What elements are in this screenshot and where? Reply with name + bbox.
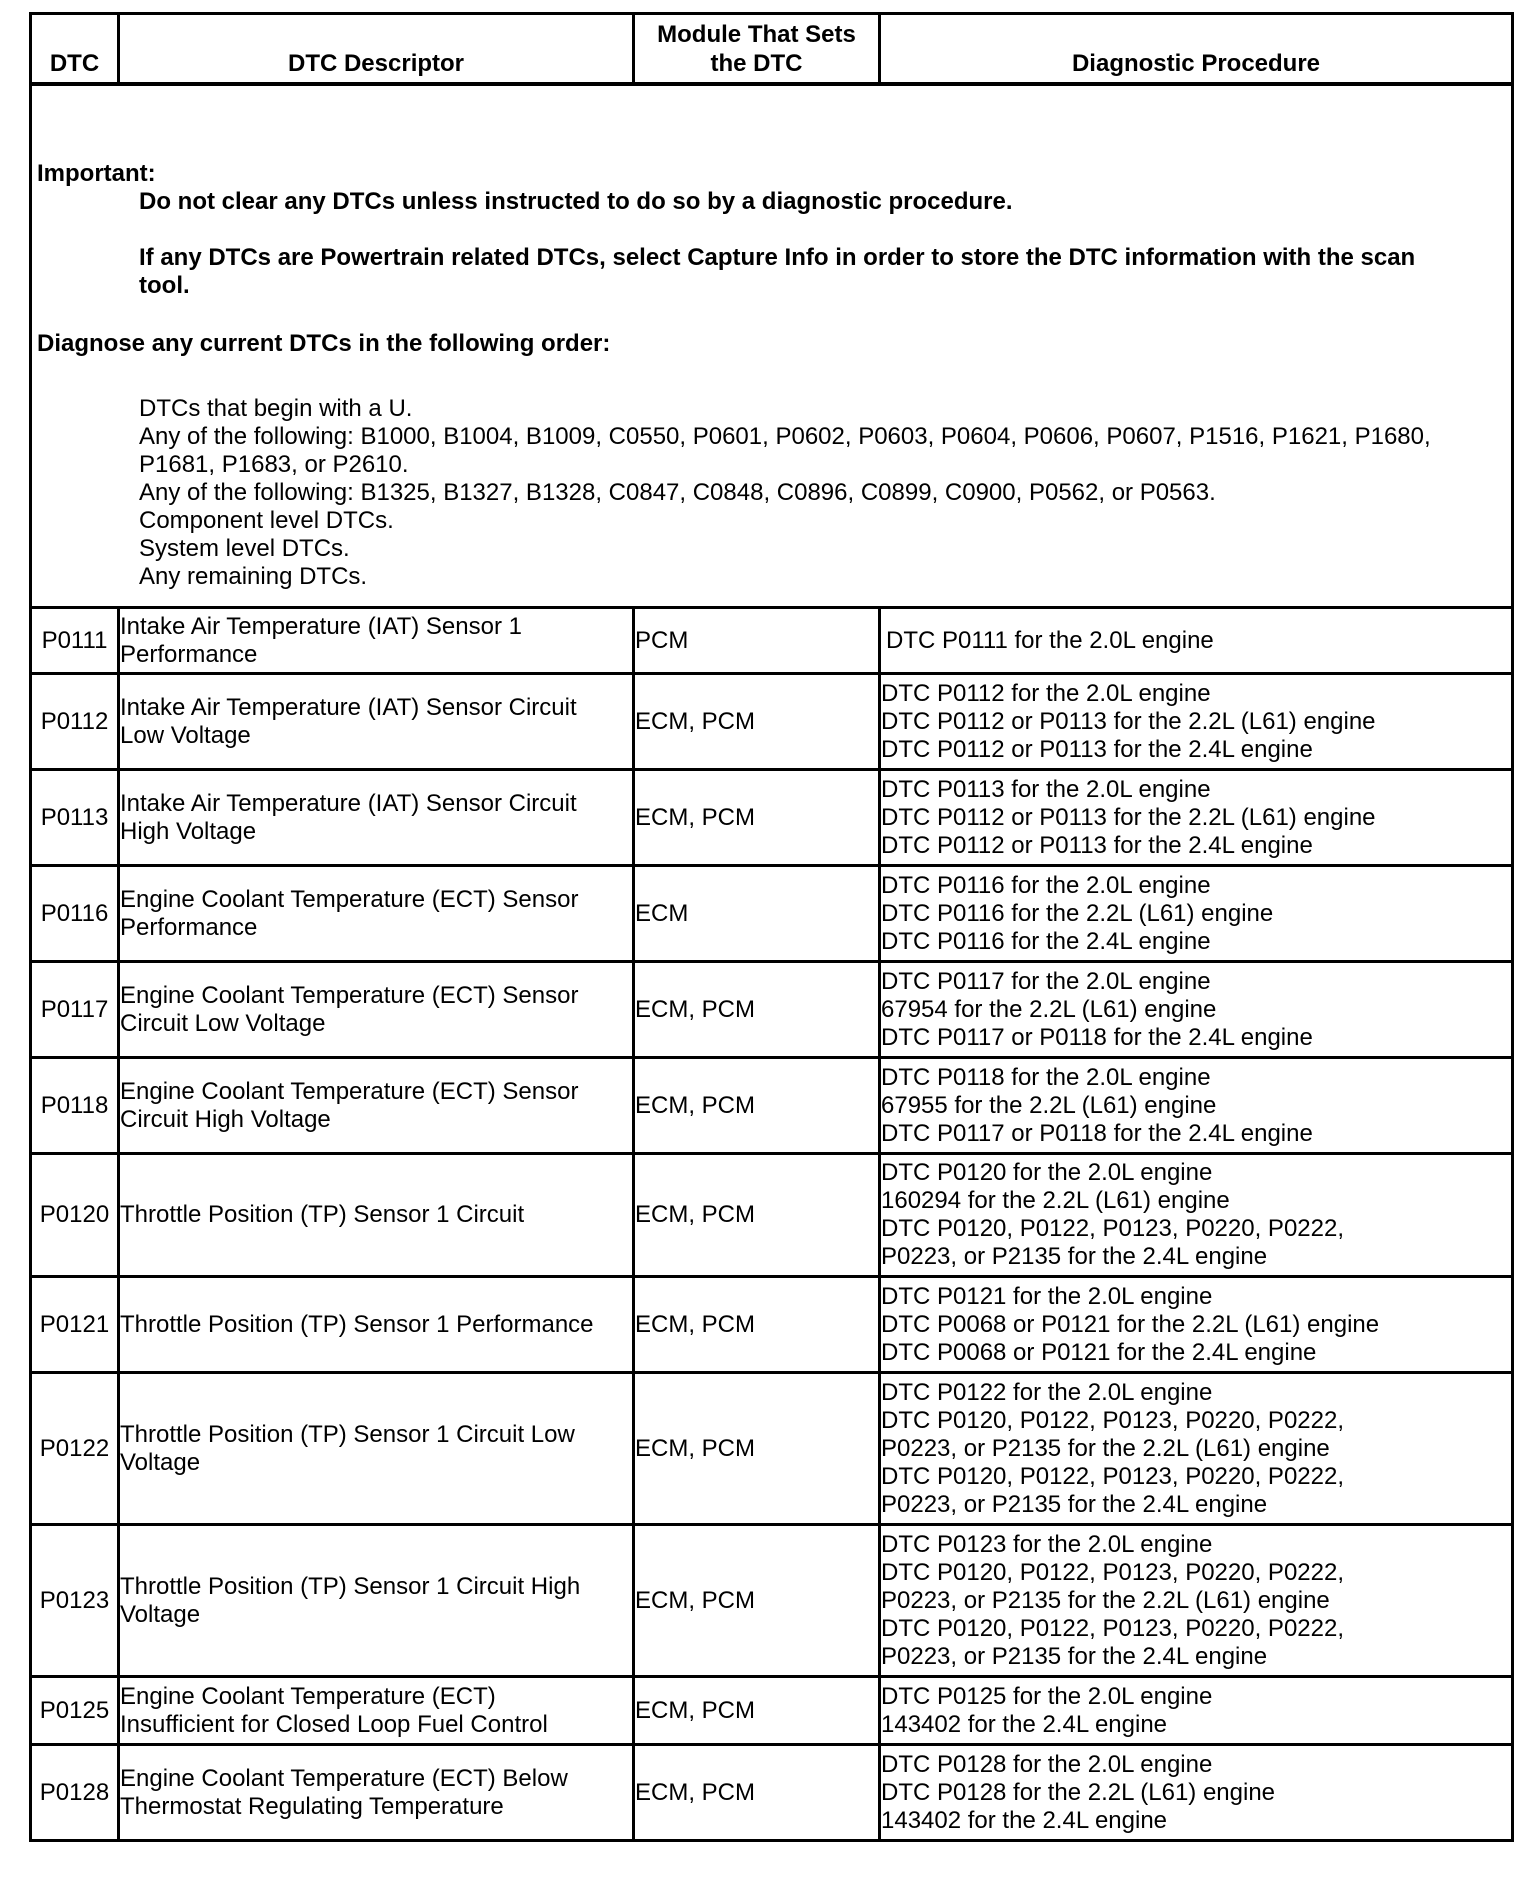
procedure-link[interactable]: DTC P0128 for the 2.0L engine (881, 1750, 1213, 1778)
descriptor-line: Throttle Position (TP) Sensor 1 Performance (120, 1310, 594, 1338)
header-module-line2: the DTC (710, 50, 803, 77)
descriptor-line: Voltage (120, 1600, 201, 1628)
dtc-code: P0120 (31, 1154, 119, 1277)
table-row (31, 608, 1513, 674)
header-procedure: Diagnostic Procedure (880, 14, 1513, 85)
procedure-link[interactable]: DTC P0120, P0122, P0123, P0220, P0222, (881, 1462, 1344, 1490)
dtc-table (29, 12, 1514, 1842)
setting-module: ECM, PCM (634, 1277, 880, 1373)
setting-module: ECM, PCM (634, 1058, 880, 1154)
dtc-code: P0128 (31, 1745, 119, 1841)
table-header-row (31, 14, 1513, 85)
important-note-2-line-1: If any DTCs are Powertrain related DTCs, select Capture Info in order to store the DTC information with the scan (139, 243, 1416, 271)
procedure-link[interactable]: DTC P0128 for the 2.2L (L61) engine (881, 1778, 1276, 1806)
dtc-descriptor (119, 1745, 634, 1841)
header-module (634, 14, 880, 85)
order-item: Any remaining DTCs. (139, 562, 368, 590)
descriptor-line: Engine Coolant Temperature (ECT) Sensor (120, 885, 579, 913)
descriptor-line: Engine Coolant Temperature (ECT) Below (120, 1764, 568, 1792)
diagnostic-procedure (880, 866, 1513, 962)
procedure-link[interactable]: DTC P0112 or P0113 for the 2.2L (L61) engine (881, 707, 1376, 735)
procedure-link[interactable]: P0223, or P2135 for the 2.4L engine (881, 1243, 1268, 1270)
setting-module: ECM, PCM (634, 1525, 880, 1677)
dtc-descriptor (119, 770, 634, 866)
descriptor-line: Performance (120, 640, 258, 668)
diagnostic-procedure (880, 1154, 1513, 1277)
table-row (31, 1745, 1513, 1841)
dtc-descriptor (119, 962, 634, 1058)
descriptor-line: Thermostat Regulating Temperature (120, 1792, 504, 1820)
order-item: Any of the following: B1000, B1004, B1009, C0550, P0601, P0602, P0603, P0604, P0606, P0607, P1516, P1621, P1680, (139, 422, 1431, 450)
procedure-link[interactable]: 160294 for the 2.2L (L61) engine (881, 1187, 1230, 1214)
procedure-link[interactable]: DTC P0118 for the 2.0L engine (881, 1063, 1211, 1091)
dtc-descriptor (119, 866, 634, 962)
procedure-link[interactable]: P0223, or P2135 for the 2.2L (L61) engine (881, 1586, 1330, 1614)
procedure-link[interactable]: DTC P0116 for the 2.4L engine (881, 927, 1211, 955)
procedure-link[interactable]: DTC P0120 for the 2.0L engine (881, 1159, 1213, 1186)
dtc-code: P0112 (31, 674, 119, 770)
order-item: P1681, P1683, or P2610. (139, 450, 409, 478)
dtc-descriptor (119, 1677, 634, 1745)
procedure-link[interactable]: DTC P0116 for the 2.2L (L61) engine (881, 899, 1274, 927)
procedure-link[interactable]: DTC P0116 for the 2.0L engine (881, 871, 1211, 899)
procedure-link[interactable]: DTC P0120, P0122, P0123, P0220, P0222, (881, 1406, 1344, 1434)
table-row (31, 1373, 1513, 1525)
diagnostic-procedure (880, 1745, 1513, 1841)
table-row (31, 674, 1513, 770)
procedure-link[interactable]: DTC P0112 or P0113 for the 2.4L engine (881, 735, 1313, 763)
dtc-descriptor (119, 1373, 634, 1525)
important-note-1: Do not clear any DTCs unless instructed to do so by a diagnostic procedure. (139, 187, 1013, 215)
descriptor-line: Intake Air Temperature (IAT) Sensor 1 (120, 612, 522, 640)
header-descriptor: DTC Descriptor (119, 14, 634, 85)
descriptor-line: High Voltage (120, 817, 257, 845)
intro-cell (31, 84, 1513, 608)
table-row (31, 770, 1513, 866)
procedure-link[interactable]: DTC P0120, P0122, P0123, P0220, P0222, (881, 1614, 1344, 1642)
procedure-link[interactable]: DTC P0112 or P0113 for the 2.2L (L61) engine (881, 803, 1376, 831)
diagnostic-procedure (880, 1373, 1513, 1525)
table-row (31, 1058, 1513, 1154)
setting-module: ECM, PCM (634, 962, 880, 1058)
procedure-link[interactable]: DTC P0123 for the 2.0L engine (881, 1530, 1213, 1558)
diagnostic-procedure (880, 674, 1513, 770)
table-row (31, 1154, 1513, 1277)
dtc-code: P0125 (31, 1677, 119, 1745)
dtc-descriptor (119, 1277, 634, 1373)
procedure-link[interactable]: 143402 for the 2.4L engine (881, 1806, 1168, 1834)
dtc-code: P0122 (31, 1373, 119, 1525)
procedure-link[interactable]: DTC P0068 or P0121 for the 2.4L engine (881, 1338, 1317, 1366)
descriptor-line: Insufficient for Closed Loop Fuel Control (120, 1710, 548, 1738)
descriptor-line: Low Voltage (120, 721, 251, 749)
procedure-link[interactable]: DTC P0068 or P0121 for the 2.2L (L61) engine (881, 1310, 1380, 1338)
procedure-link[interactable]: DTC P0125 for the 2.0L engine (881, 1682, 1213, 1710)
dtc-code: P0121 (31, 1277, 119, 1373)
important-label: Important: (37, 159, 156, 187)
diagnostic-procedure (880, 962, 1513, 1058)
order-item: DTCs that begin with a U. (139, 394, 413, 422)
procedure-link[interactable]: 67954 for the 2.2L (L61) engine (881, 995, 1217, 1023)
dtc-descriptor (119, 1154, 634, 1277)
procedure-link[interactable]: DTC P0120, P0122, P0123, P0220, P0222, (881, 1215, 1344, 1242)
procedure-link[interactable]: DTC P0120, P0122, P0123, P0220, P0222, (881, 1558, 1344, 1586)
procedure-link[interactable]: DTC P0112 or P0113 for the 2.4L engine (881, 831, 1313, 859)
procedure-link[interactable]: DTC P0117 or P0118 for the 2.4L engine (881, 1119, 1313, 1147)
setting-module: PCM (634, 608, 880, 674)
dtc-code: P0113 (31, 770, 119, 866)
descriptor-line: Circuit High Voltage (120, 1105, 331, 1133)
diagnostic-procedure (880, 1058, 1513, 1154)
procedure-link[interactable]: 67955 for the 2.2L (L61) engine (881, 1091, 1217, 1119)
dtc-code: P0111 (31, 608, 119, 674)
dtc-descriptor (119, 1058, 634, 1154)
header-module-line1: Module That Sets (657, 21, 856, 48)
setting-module: ECM, PCM (634, 674, 880, 770)
procedure-link[interactable]: DTC P0117 for the 2.0L engine (881, 967, 1211, 995)
descriptor-line: Circuit Low Voltage (120, 1009, 326, 1037)
procedure-link[interactable]: DTC P0122 for the 2.0L engine (881, 1378, 1213, 1406)
setting-module: ECM, PCM (634, 1373, 880, 1525)
descriptor-line: Voltage (120, 1448, 201, 1476)
dtc-descriptor (119, 1525, 634, 1677)
procedure-link[interactable]: P0223, or P2135 for the 2.2L (L61) engine (881, 1434, 1330, 1462)
dtc-code: P0123 (31, 1525, 119, 1677)
diagnostic-procedure (880, 1277, 1513, 1373)
descriptor-line: Intake Air Temperature (IAT) Sensor Circuit (120, 693, 577, 721)
setting-module: ECM, PCM (634, 770, 880, 866)
descriptor-line: Performance (120, 913, 258, 941)
table-row (31, 962, 1513, 1058)
order-item: System level DTCs. (139, 534, 350, 562)
diagnostic-procedure (880, 1677, 1513, 1745)
descriptor-line: Throttle Position (TP) Sensor 1 Circuit Low (120, 1420, 575, 1448)
procedure-link[interactable]: DTC P0112 for the 2.0L engine (881, 679, 1211, 707)
dtc-code: P0117 (31, 962, 119, 1058)
dtc-code: P0116 (31, 866, 119, 962)
procedure-link[interactable]: P0223, or P2135 for the 2.4L engine (881, 1642, 1268, 1670)
dtc-code: P0118 (31, 1058, 119, 1154)
procedure-link[interactable]: 143402 for the 2.4L engine (881, 1710, 1168, 1738)
setting-module: ECM, PCM (634, 1154, 880, 1277)
setting-module: ECM, PCM (634, 1745, 880, 1841)
setting-module: ECM (634, 866, 880, 962)
dtc-descriptor (119, 608, 634, 674)
intro-row (31, 84, 1513, 608)
procedure-link[interactable]: DTC P0111 for the 2.0L engine (886, 626, 1214, 654)
order-list (37, 395, 1511, 591)
table-row (31, 866, 1513, 962)
descriptor-line: Engine Coolant Temperature (ECT) Sensor (120, 1077, 579, 1105)
descriptor-line: Throttle Position (TP) Sensor 1 Circuit (120, 1201, 525, 1228)
dtc-descriptor (119, 674, 634, 770)
procedure-link[interactable]: P0223, or P2135 for the 2.4L engine (881, 1490, 1268, 1518)
diagnostic-procedure (880, 1525, 1513, 1677)
important-note-2-line-2: tool. (139, 271, 190, 299)
order-heading: Diagnose any current DTCs in the following order: (37, 329, 611, 357)
order-item: Any of the following: B1325, B1327, B1328, C0847, C0848, C0896, C0899, C0900, P0562, or P0563. (139, 478, 1216, 506)
header-dtc: DTC (31, 14, 119, 85)
table-row (31, 1277, 1513, 1373)
diagnostic-procedure (880, 608, 1513, 674)
diagnostic-procedure (880, 770, 1513, 866)
procedure-link[interactable]: DTC P0121 for the 2.0L engine (881, 1282, 1213, 1310)
procedure-link[interactable]: DTC P0113 for the 2.0L engine (881, 775, 1211, 803)
descriptor-line: Intake Air Temperature (IAT) Sensor Circuit (120, 789, 577, 817)
table-row (31, 1677, 1513, 1745)
descriptor-line: Engine Coolant Temperature (ECT) (120, 1682, 496, 1710)
setting-module: ECM, PCM (634, 1677, 880, 1745)
table-row (31, 1525, 1513, 1677)
procedure-link[interactable]: DTC P0117 or P0118 for the 2.4L engine (881, 1023, 1313, 1051)
descriptor-line: Throttle Position (TP) Sensor 1 Circuit High (120, 1572, 581, 1600)
order-item: Component level DTCs. (139, 506, 394, 534)
descriptor-line: Engine Coolant Temperature (ECT) Sensor (120, 981, 579, 1009)
